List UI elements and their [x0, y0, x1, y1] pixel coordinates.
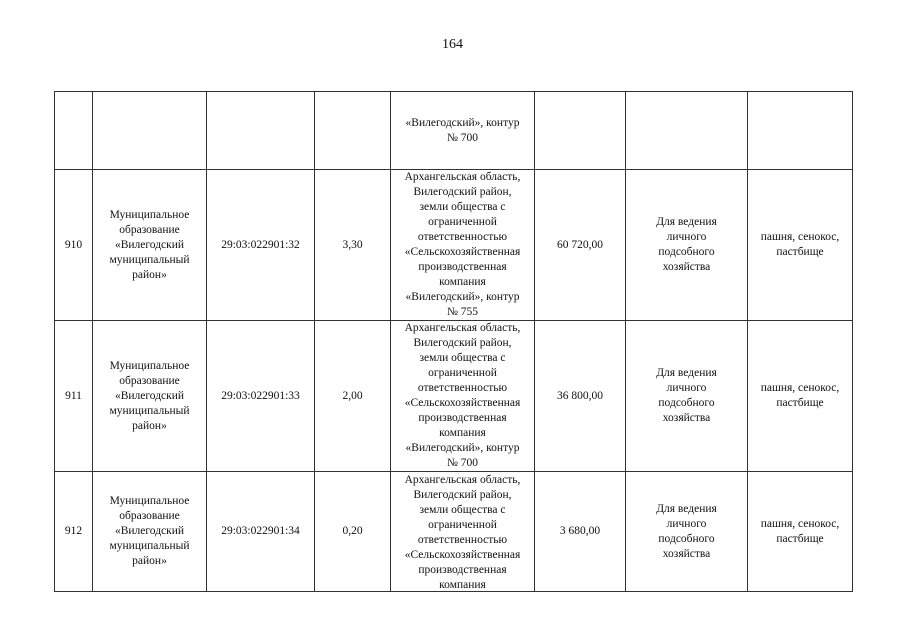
- cell-owner: Муниципальное образование «Вилегодский муниципальный район»: [93, 170, 207, 321]
- cell-area: 2,00: [315, 321, 391, 472]
- cell-address: Архангельская область, Вилегодский район, земли общества с ограниченной ответственностью «Сельскохозяйственная производственная компания «Вилегодский», контур № 700: [391, 321, 535, 472]
- cell-cadastral: 29:03:022901:33: [207, 321, 315, 472]
- cell-num: 911: [55, 321, 93, 472]
- table-row: [55, 472, 853, 592]
- cell-owner: Муниципальное образование «Вилегодский муниципальный район»: [93, 472, 207, 592]
- land-plots-table: [54, 91, 853, 592]
- cell-cadastral: [207, 92, 315, 170]
- table-row-continuation: [55, 92, 853, 170]
- cell-area: [315, 92, 391, 170]
- table-row: [55, 170, 853, 321]
- cell-owner: [93, 92, 207, 170]
- cell-address: «Вилегодский», контур № 700: [391, 92, 535, 170]
- cell-value: [535, 92, 626, 170]
- cell-purpose: Для ведения личного подсобного хозяйства: [626, 472, 748, 592]
- cell-area: 0,20: [315, 472, 391, 592]
- cell-num: 910: [55, 170, 93, 321]
- cell-value: 60 720,00: [535, 170, 626, 321]
- cell-cadastral: 29:03:022901:34: [207, 472, 315, 592]
- cell-purpose: Для ведения личного подсобного хозяйства: [626, 170, 748, 321]
- cell-purpose: Для ведения личного подсобного хозяйства: [626, 321, 748, 472]
- cell-land-type: пашня, сенокос, пастбище: [748, 321, 853, 472]
- page-number: 164: [442, 37, 463, 52]
- cell-num: 912: [55, 472, 93, 592]
- cell-area: 3,30: [315, 170, 391, 321]
- cell-value: 36 800,00: [535, 321, 626, 472]
- cell-owner: Муниципальное образование «Вилегодский муниципальный район»: [93, 321, 207, 472]
- cell-address: Архангельская область, Вилегодский район, земли общества с ограниченной ответственностью «Сельскохозяйственная производственная компания «Вилегодский», контур № 755: [391, 170, 535, 321]
- table-row: [55, 321, 853, 472]
- cell-land-type: пашня, сенокос, пастбище: [748, 472, 853, 592]
- cell-purpose: [626, 92, 748, 170]
- cell-land-type: пашня, сенокос, пастбище: [748, 170, 853, 321]
- cell-value: 3 680,00: [535, 472, 626, 592]
- cell-cadastral: 29:03:022901:32: [207, 170, 315, 321]
- cell-land-type: [748, 92, 853, 170]
- cell-num: [55, 92, 93, 170]
- cell-address: Архангельская область, Вилегодский район, земли общества с ограниченной ответственностью «Сельскохозяйственная производственная компания: [391, 472, 535, 592]
